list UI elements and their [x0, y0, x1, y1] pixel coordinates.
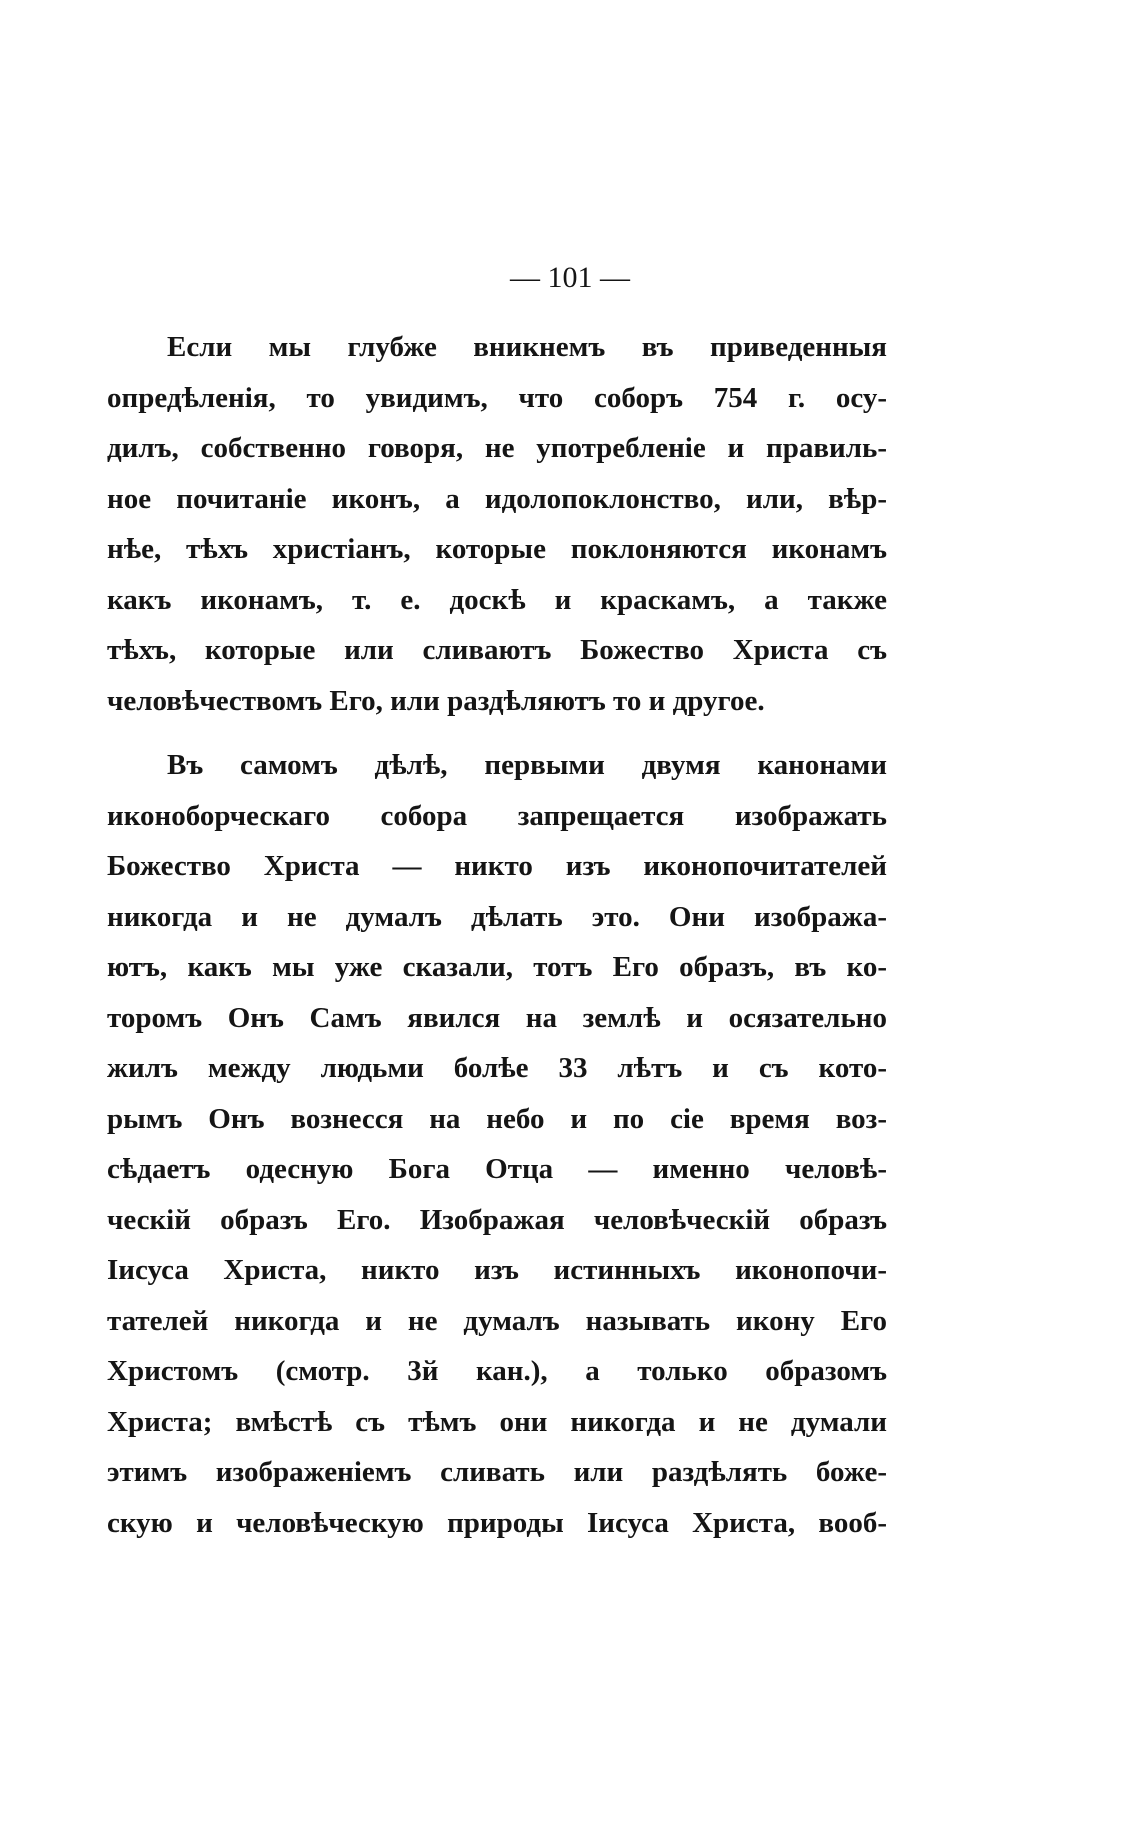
text-line: скую и человѣческую природы Іисуса Христа, вооб- — [107, 1506, 887, 1539]
text-line: иконоборческаго собора запрещается изображать — [107, 799, 887, 832]
text-line: Іисуса Христа, никто изъ истинныхъ иконопочи- — [107, 1254, 887, 1286]
paragraph-gap — [107, 726, 887, 740]
page-number: — 101 — — [510, 261, 630, 294]
text-line: Божество Христа — никто изъ иконопочитателей — [107, 850, 887, 882]
text-line: какъ иконамъ, т. е. доскѣ и краскамъ, а также — [107, 583, 887, 616]
text-line: Христа; вмѣстѣ съ тѣмъ они никогда и не думали — [107, 1405, 887, 1438]
text-line: дилъ, собственно говоря, не употребленіе и правиль- — [107, 432, 887, 464]
text-line: сѣдаетъ одесную Бога Отца — именно человѣ- — [107, 1153, 887, 1185]
text-line: опредѣленія, то увидимъ, что соборъ 754 г. осу- — [107, 381, 887, 414]
body-text — [107, 322, 887, 1548]
text-line: никогда и не думалъ дѣлать это. Они изобража- — [107, 900, 887, 933]
text-line: тателей никогда и не думалъ называть икону Его — [107, 1304, 887, 1337]
text-line: торомъ Онъ Самъ явился на землѣ и осязательно — [107, 1001, 887, 1034]
paragraph-1 — [107, 322, 887, 726]
text-line: рымъ Онъ вознесся на небо и по сіе время воз- — [107, 1102, 887, 1135]
text-line: человѣчествомъ Его, или раздѣляютъ то и другое. — [107, 684, 765, 717]
text-line: Христомъ (смотр. 3й кан.), а только образомъ — [107, 1355, 887, 1387]
paragraph-2 — [107, 740, 887, 1548]
text-line: тѣхъ, которые или сливаютъ Божество Христа съ — [107, 634, 887, 666]
text-line: ческій образъ Его. Изображая человѣческій образъ — [107, 1203, 887, 1236]
text-line: жилъ между людьми болѣе 33 лѣтъ и съ кото- — [107, 1052, 887, 1084]
text-line: этимъ изображеніемъ сливать или раздѣлять боже- — [107, 1456, 887, 1488]
text-line: Если мы глубже вникнемъ въ приведенныя — [167, 331, 887, 363]
text-line: нѣе, тѣхъ христіанъ, которые поклоняются иконамъ — [107, 533, 887, 565]
text-line: ное почитаніе иконъ, а идолопоклонство, или, вѣр- — [107, 482, 887, 515]
text-line: Въ самомъ дѣлѣ, первыми двумя канонами — [167, 749, 887, 781]
text-line: ютъ, какъ мы уже сказали, тотъ Его образъ, въ ко- — [107, 951, 887, 983]
